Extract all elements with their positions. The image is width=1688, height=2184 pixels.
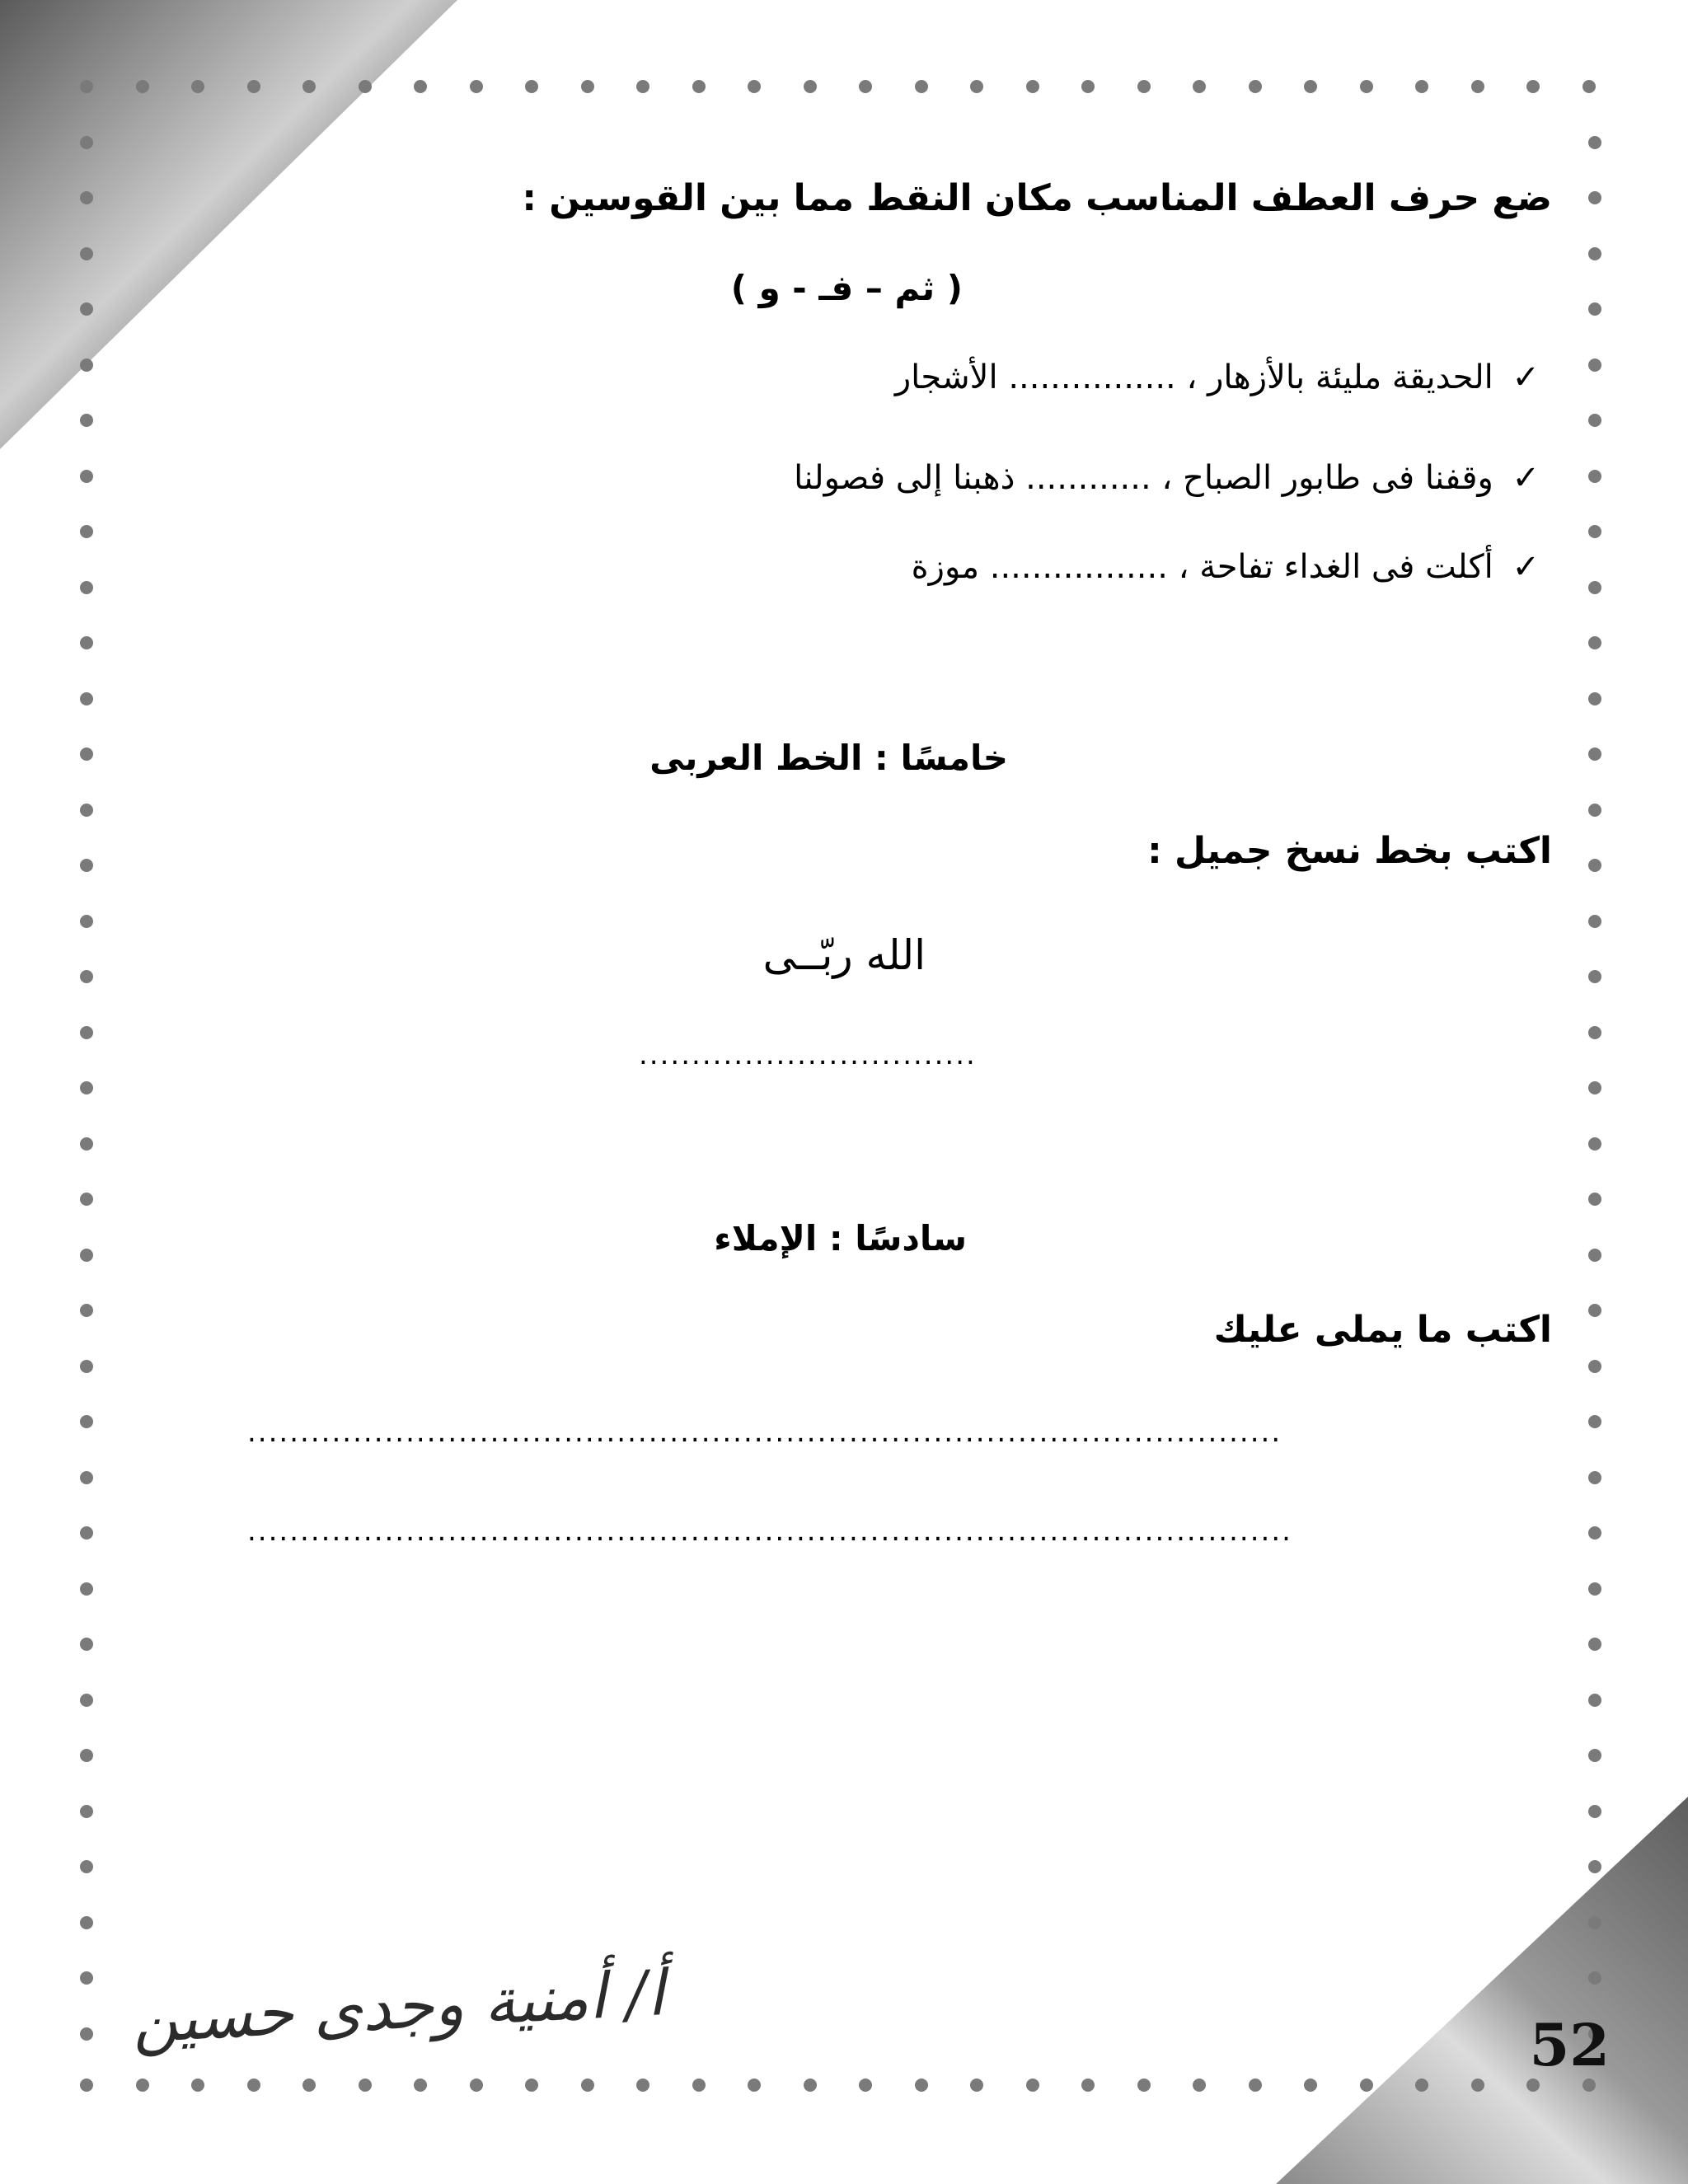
border-dot bbox=[1137, 80, 1151, 93]
border-dot bbox=[1304, 80, 1317, 93]
section5-instruction: اكتب بخط نسخ جميل : bbox=[1147, 830, 1552, 872]
border-dot bbox=[804, 80, 817, 93]
border-dot bbox=[581, 2079, 594, 2092]
border-dot bbox=[80, 1694, 93, 1707]
border-dot bbox=[1588, 1415, 1601, 1428]
border-dot bbox=[1193, 2079, 1206, 2092]
border-dot bbox=[581, 80, 594, 93]
border-dot bbox=[1588, 1805, 1601, 1818]
exercise-item-2 bbox=[794, 459, 1540, 497]
border-dot bbox=[1588, 1360, 1601, 1373]
border-dot bbox=[80, 414, 93, 427]
border-dot bbox=[859, 80, 872, 93]
border-dot bbox=[80, 80, 93, 93]
calligraphy-answer-line: ................................ bbox=[639, 1038, 977, 1071]
border-dot bbox=[1582, 2079, 1596, 2092]
border-dot bbox=[80, 359, 93, 372]
dictation-line-2: ................................................................................................... bbox=[247, 1515, 1292, 1548]
border-dot bbox=[80, 1193, 93, 1206]
bottom-right-corner-decoration bbox=[1276, 1797, 1688, 2184]
border-dot bbox=[80, 636, 93, 649]
border-dot bbox=[1588, 1916, 1601, 1929]
border-dot bbox=[1588, 1582, 1601, 1596]
border-dot bbox=[1588, 970, 1601, 983]
border-dot bbox=[80, 1026, 93, 1039]
border-dot bbox=[1588, 247, 1601, 260]
border-dot bbox=[1588, 1971, 1601, 1985]
border-dot bbox=[1360, 2079, 1373, 2092]
border-dot bbox=[1081, 80, 1095, 93]
border-dot bbox=[1588, 1749, 1601, 1762]
border-dot bbox=[80, 470, 93, 483]
border-dot bbox=[1471, 80, 1484, 93]
border-dot bbox=[80, 302, 93, 316]
border-dot bbox=[80, 1137, 93, 1151]
border-dot bbox=[80, 1304, 93, 1317]
border-dot bbox=[80, 915, 93, 928]
border-dot bbox=[1360, 80, 1373, 93]
border-dot bbox=[247, 80, 260, 93]
border-dot bbox=[1026, 80, 1039, 93]
border-dot bbox=[191, 80, 204, 93]
border-dot bbox=[1415, 2079, 1428, 2092]
border-dot bbox=[525, 80, 538, 93]
border-dot bbox=[1588, 1137, 1601, 1151]
border-dot bbox=[359, 2079, 372, 2092]
border-dot bbox=[470, 80, 483, 93]
border-dot bbox=[80, 525, 93, 538]
border-dot bbox=[1588, 470, 1601, 483]
border-dot bbox=[748, 80, 761, 93]
border-dot bbox=[804, 2079, 817, 2092]
border-dot bbox=[1588, 692, 1601, 705]
border-dot bbox=[1471, 2079, 1484, 2092]
border-dot bbox=[1415, 80, 1428, 93]
border-dot bbox=[80, 1415, 93, 1428]
border-dot bbox=[80, 1471, 93, 1484]
border-dot bbox=[1588, 915, 1601, 928]
border-dot bbox=[1588, 1860, 1601, 1873]
border-dot bbox=[970, 80, 983, 93]
border-dot bbox=[80, 1916, 93, 1929]
check-icon: ✓ bbox=[1512, 459, 1540, 497]
border-dot bbox=[1249, 2079, 1262, 2092]
border-dot bbox=[970, 2079, 983, 2092]
exercise-item-text: وقفنا فى طابور الصباح ، ............ ذهبنا إلى فصولنا bbox=[794, 459, 1493, 497]
border-dot bbox=[636, 80, 649, 93]
check-icon: ✓ bbox=[1512, 359, 1540, 396]
border-dot bbox=[80, 1805, 93, 1818]
border-dot bbox=[136, 80, 149, 93]
border-dot bbox=[136, 2079, 149, 2092]
border-dot bbox=[1588, 1694, 1601, 1707]
border-dot bbox=[80, 2027, 93, 2041]
border-dot bbox=[692, 80, 706, 93]
border-dot bbox=[414, 80, 427, 93]
border-dot bbox=[247, 2079, 260, 2092]
border-dot bbox=[1526, 2079, 1540, 2092]
border-dot bbox=[1249, 80, 1262, 93]
border-dot bbox=[1588, 136, 1601, 149]
border-dot bbox=[80, 1249, 93, 1262]
border-dot bbox=[1304, 2079, 1317, 2092]
border-dot bbox=[1526, 80, 1540, 93]
border-dot bbox=[470, 2079, 483, 2092]
border-dot bbox=[80, 804, 93, 817]
border-dot bbox=[191, 2079, 204, 2092]
border-dot bbox=[1588, 1026, 1601, 1039]
border-dot bbox=[636, 2079, 649, 2092]
border-dot bbox=[80, 859, 93, 872]
border-dot bbox=[1588, 359, 1601, 372]
border-dot bbox=[1588, 1304, 1601, 1317]
border-dot bbox=[1588, 1471, 1601, 1484]
border-dot bbox=[1588, 1526, 1601, 1540]
border-dot bbox=[1588, 191, 1601, 204]
conjunction-options: ( ثم – فـ - و ) bbox=[730, 268, 963, 308]
border-dot bbox=[1588, 1193, 1601, 1206]
border-dot bbox=[80, 1526, 93, 1540]
border-dot bbox=[1588, 525, 1601, 538]
exercise-item-1 bbox=[895, 359, 1540, 396]
border-dot bbox=[80, 748, 93, 761]
border-dot bbox=[80, 1638, 93, 1651]
border-dot bbox=[80, 1360, 93, 1373]
border-dot bbox=[80, 1971, 93, 1985]
border-dot bbox=[915, 2079, 928, 2092]
exercise-instruction: ضع حرف العطف المناسب مكان النقط مما بين القوسين : bbox=[522, 177, 1552, 219]
border-dot bbox=[1588, 581, 1601, 594]
border-dot bbox=[80, 581, 93, 594]
border-dot bbox=[1588, 414, 1601, 427]
border-dot bbox=[80, 191, 93, 204]
border-dot bbox=[748, 2079, 761, 2092]
border-dot bbox=[1026, 2079, 1039, 2092]
border-dot bbox=[359, 80, 372, 93]
section5-heading: خامسًا : الخط العربى bbox=[649, 738, 1008, 778]
border-dot bbox=[1588, 1081, 1601, 1094]
border-dot bbox=[859, 2079, 872, 2092]
border-dot bbox=[1588, 859, 1601, 872]
check-icon: ✓ bbox=[1512, 548, 1540, 586]
border-dot bbox=[80, 1081, 93, 1094]
exercise-item-text: أكلت فى الغداء تفاحة ، ................. موزة bbox=[911, 548, 1493, 586]
border-dot bbox=[525, 2079, 538, 2092]
border-dot bbox=[80, 692, 93, 705]
calligraphy-model-text: الله ربّــى bbox=[762, 931, 926, 979]
border-dot bbox=[80, 136, 93, 149]
top-left-corner-decoration bbox=[0, 0, 462, 462]
border-dot bbox=[80, 247, 93, 260]
border-dot bbox=[1588, 1249, 1601, 1262]
border-dot bbox=[80, 1749, 93, 1762]
border-dot bbox=[302, 2079, 316, 2092]
border-dot bbox=[1081, 2079, 1095, 2092]
border-dot bbox=[1588, 804, 1601, 817]
border-dot bbox=[692, 2079, 706, 2092]
border-dot bbox=[80, 970, 93, 983]
border-dot bbox=[80, 2079, 93, 2092]
border-dot bbox=[1588, 748, 1601, 761]
border-dot bbox=[915, 80, 928, 93]
border-dot bbox=[414, 2079, 427, 2092]
border-dot bbox=[1588, 636, 1601, 649]
exercise-item-text: الحديقة مليئة بالأزهار ، ................ الأشجار bbox=[894, 359, 1493, 396]
dictation-line-1: .................................................................................................. bbox=[247, 1416, 1282, 1449]
border-dot bbox=[1588, 302, 1601, 316]
section6-instruction: اكتب ما يملى عليك bbox=[1213, 1309, 1552, 1351]
border-dot bbox=[1137, 2079, 1151, 2092]
border-dot bbox=[1588, 1638, 1601, 1651]
page-number: 52 bbox=[1529, 2011, 1610, 2079]
author-signature: أ/ أمنية وجدى حسين bbox=[130, 1956, 667, 2057]
border-dot bbox=[80, 1582, 93, 1596]
section6-heading: سادسًا : الإملاء bbox=[714, 1218, 967, 1258]
exercise-item-3 bbox=[912, 548, 1540, 586]
border-dot bbox=[80, 1860, 93, 1873]
border-dot bbox=[1582, 80, 1596, 93]
border-dot bbox=[302, 80, 316, 93]
border-dot bbox=[1193, 80, 1206, 93]
